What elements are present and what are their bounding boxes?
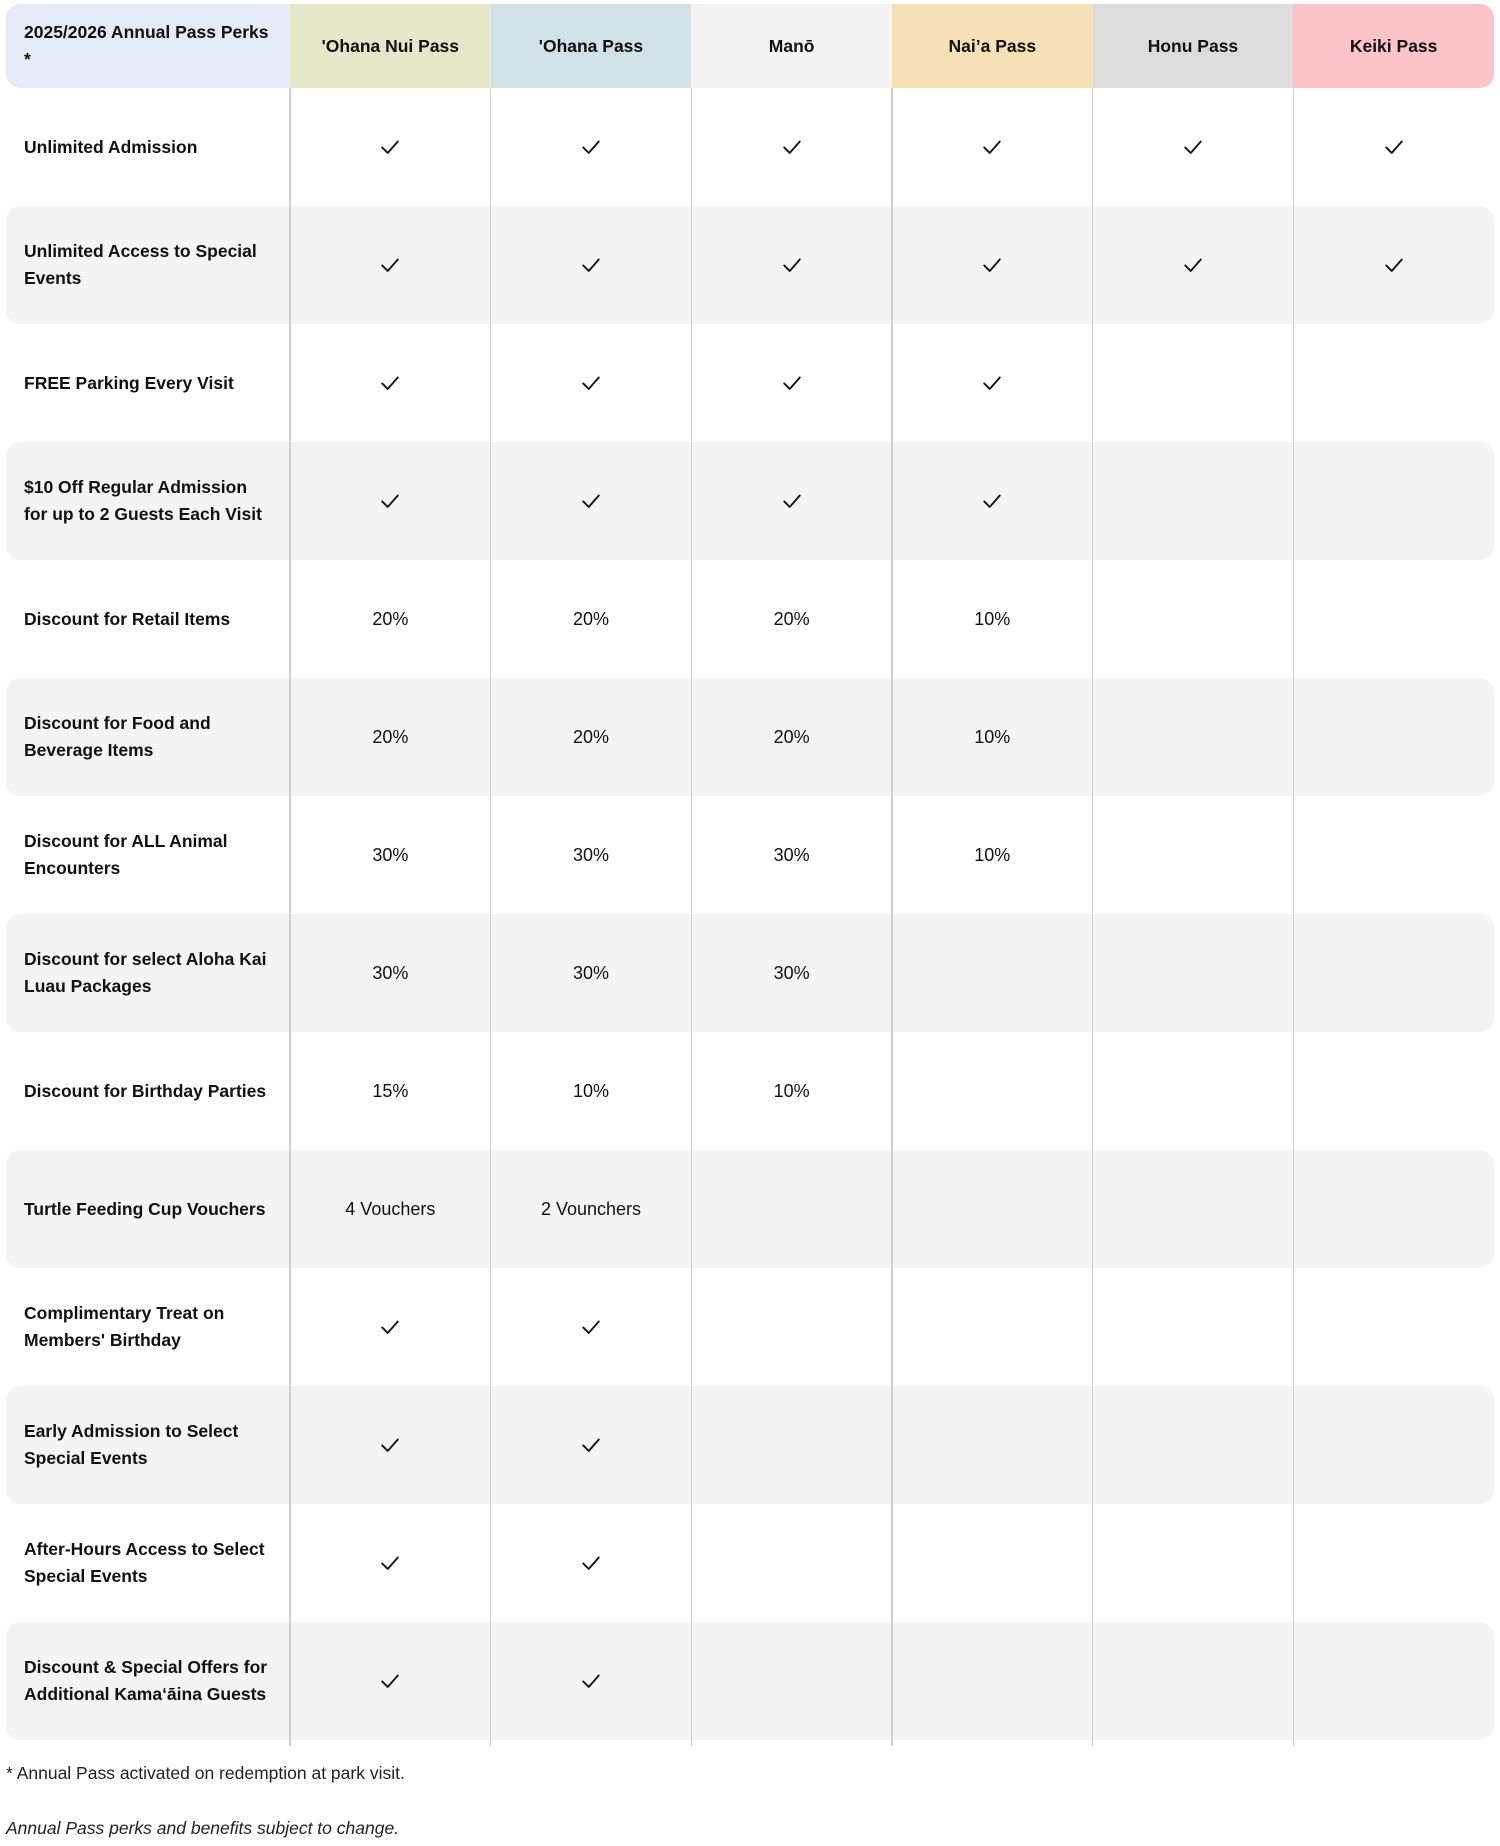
- check-icon: [781, 254, 803, 276]
- table-row: [6, 206, 1494, 324]
- perk-label: Discount for Food and Beverage Items: [6, 678, 290, 796]
- perk-cell-honu-pass: [1093, 1150, 1294, 1268]
- column-divider: [1293, 88, 1295, 1746]
- perk-cell-honu-pass: [1093, 560, 1294, 678]
- perk-cell-ohana-nui-pass: [290, 1268, 491, 1386]
- perk-value: 30%: [773, 962, 810, 983]
- header-honu-pass: Honu Pass: [1093, 4, 1294, 88]
- table-row: [6, 1032, 1494, 1150]
- perk-label: Discount for Retail Items: [24, 608, 231, 629]
- check-icon: [580, 254, 602, 276]
- perk-cell-nai-a-pass: [892, 1622, 1093, 1740]
- perk-cell-ohana-nui-pass: [290, 324, 491, 442]
- perk-cell-keiki-pass: [1293, 206, 1494, 324]
- perk-cell-nai-a-pass: [892, 560, 1093, 678]
- check-icon: [781, 136, 803, 158]
- perk-cell-man: [691, 560, 892, 678]
- perk-cell-keiki-pass: [1293, 324, 1494, 442]
- perk-label: After-Hours Access to Select Special Events: [24, 1539, 265, 1586]
- perk-cell-keiki-pass: [1293, 1622, 1494, 1740]
- check-icon: [379, 254, 401, 276]
- perk-value: 10%: [572, 1080, 609, 1101]
- header-nai-a-pass: Nai’a Pass: [892, 4, 1093, 88]
- perk-cell-keiki-pass: [1293, 914, 1494, 1032]
- perk-cell-honu-pass: [1093, 678, 1294, 796]
- check-icon: [379, 136, 401, 158]
- check-icon: [981, 136, 1003, 158]
- check-icon: [1383, 136, 1405, 158]
- perk-cell-man: [691, 914, 892, 1032]
- perk-cell-ohana-pass: [491, 796, 692, 914]
- header-perks-label: 2025/2026 Annual Pass Perks *: [6, 4, 290, 88]
- check-icon: [580, 1670, 602, 1692]
- check-icon: [379, 490, 401, 512]
- perk-cell-ohana-nui-pass: [290, 206, 491, 324]
- table-body: [6, 88, 1494, 1740]
- perk-value: 10%: [974, 608, 1011, 629]
- perk-cell-man: [691, 1386, 892, 1504]
- perk-label: Discount for ALL Animal Encounters: [24, 831, 228, 878]
- perk-cell-honu-pass: [1093, 796, 1294, 914]
- header-keiki-pass: Keiki Pass: [1293, 4, 1494, 88]
- column-divider: [691, 88, 693, 1746]
- table-header-row: [6, 4, 1494, 88]
- perk-cell-ohana-pass: [491, 560, 692, 678]
- perk-cell-man: [691, 678, 892, 796]
- perk-value: 30%: [572, 962, 609, 983]
- perk-cell-honu-pass: [1093, 914, 1294, 1032]
- table-row: [6, 914, 1494, 1032]
- perk-label: Discount & Special Offers for Additional Kama‘āina Guests: [6, 1622, 290, 1740]
- check-icon: [580, 1316, 602, 1338]
- perk-value: 20%: [773, 726, 810, 747]
- perk-value: 20%: [372, 608, 409, 629]
- perk-cell-ohana-nui-pass: [290, 914, 491, 1032]
- perk-cell-ohana-pass: [491, 324, 692, 442]
- perk-label: Unlimited Access to Special Events: [6, 206, 290, 324]
- check-icon: [379, 1316, 401, 1338]
- perk-cell-honu-pass: [1093, 1386, 1294, 1504]
- table-row: [6, 1386, 1494, 1504]
- footnote-disclaimer: Annual Pass perks and benefits subject to change.: [6, 1818, 400, 1838]
- perk-value: 20%: [773, 608, 810, 629]
- perk-cell-ohana-nui-pass: [290, 88, 491, 206]
- perk-cell-nai-a-pass: [892, 1268, 1093, 1386]
- column-divider: [490, 88, 492, 1746]
- perk-cell-ohana-pass: [491, 1622, 692, 1740]
- perk-cell-nai-a-pass: [892, 88, 1093, 206]
- perk-value: 15%: [372, 1080, 409, 1101]
- table-row: [6, 324, 1494, 442]
- perk-cell-honu-pass: [1093, 1622, 1294, 1740]
- perk-cell-nai-a-pass: [892, 1150, 1093, 1268]
- perk-cell-man: [691, 88, 892, 206]
- check-icon: [781, 372, 803, 394]
- check-icon: [580, 136, 602, 158]
- perk-cell-keiki-pass: [1293, 1268, 1494, 1386]
- perk-cell-keiki-pass: [1293, 442, 1494, 560]
- perk-cell-honu-pass: [1093, 442, 1294, 560]
- perk-value: 30%: [773, 844, 810, 865]
- header-ohana-nui-pass: 'Ohana Nui Pass: [290, 4, 491, 88]
- perk-cell-ohana-pass: [491, 914, 692, 1032]
- perk-value: 2 Vounchers: [540, 1198, 642, 1219]
- perk-cell-ohana-pass: [491, 442, 692, 560]
- perk-value: 30%: [572, 844, 609, 865]
- perk-label: $10 Off Regular Admission for up to 2 Guests Each Visit: [6, 442, 290, 560]
- check-icon: [981, 372, 1003, 394]
- perk-cell-man: [691, 1032, 892, 1150]
- perk-cell-keiki-pass: [1293, 1504, 1494, 1622]
- table-row: [6, 1268, 1494, 1386]
- perk-cell-man: [691, 324, 892, 442]
- perk-cell-keiki-pass: [1293, 1150, 1494, 1268]
- perk-value: 20%: [572, 726, 609, 747]
- perk-cell-nai-a-pass: [892, 1032, 1093, 1150]
- footnote-activation: * Annual Pass activated on redemption at park visit.: [6, 1763, 405, 1783]
- perk-cell-man: [691, 1268, 892, 1386]
- perk-cell-ohana-nui-pass: [290, 1386, 491, 1504]
- perk-cell-ohana-pass: [491, 1268, 692, 1386]
- perk-cell-nai-a-pass: [892, 206, 1093, 324]
- perk-cell-keiki-pass: [1293, 1386, 1494, 1504]
- perk-cell-ohana-nui-pass: [290, 1150, 491, 1268]
- perk-value: 10%: [974, 726, 1011, 747]
- perk-value: 10%: [974, 844, 1011, 865]
- perk-value: 30%: [372, 962, 409, 983]
- perk-cell-ohana-nui-pass: [290, 442, 491, 560]
- table-row: [6, 88, 1494, 206]
- perk-cell-nai-a-pass: [892, 796, 1093, 914]
- perk-value: 4 Vouchers: [345, 1198, 436, 1219]
- check-icon: [379, 1434, 401, 1456]
- perk-cell-honu-pass: [1093, 1504, 1294, 1622]
- table-row: [6, 1622, 1494, 1740]
- perk-cell-ohana-pass: [491, 678, 692, 796]
- perk-value: 10%: [773, 1080, 810, 1101]
- perk-cell-ohana-nui-pass: [290, 796, 491, 914]
- perk-cell-keiki-pass: [1293, 88, 1494, 206]
- perk-cell-ohana-nui-pass: [290, 560, 491, 678]
- check-icon: [1383, 254, 1405, 276]
- check-icon: [580, 490, 602, 512]
- perk-label: Discount for select Aloha Kai Luau Packages: [6, 914, 290, 1032]
- perk-cell-ohana-nui-pass: [290, 1032, 491, 1150]
- check-icon: [781, 490, 803, 512]
- perk-cell-keiki-pass: [1293, 1032, 1494, 1150]
- perk-label: Discount for Birthday Parties: [24, 1080, 267, 1101]
- table-row: [6, 560, 1494, 678]
- perk-label: Turtle Feeding Cup Vouchers: [6, 1150, 290, 1268]
- check-icon: [379, 1670, 401, 1692]
- perk-cell-nai-a-pass: [892, 442, 1093, 560]
- perk-cell-man: [691, 1504, 892, 1622]
- perk-cell-ohana-pass: [491, 1150, 692, 1268]
- perk-cell-nai-a-pass: [892, 678, 1093, 796]
- perk-value: 20%: [572, 608, 609, 629]
- perk-cell-ohana-pass: [491, 88, 692, 206]
- perk-cell-ohana-pass: [491, 206, 692, 324]
- column-divider: [891, 88, 893, 1746]
- perk-cell-man: [691, 796, 892, 914]
- perk-cell-honu-pass: [1093, 1032, 1294, 1150]
- perk-cell-man: [691, 1622, 892, 1740]
- check-icon: [580, 1434, 602, 1456]
- perk-value: 20%: [372, 726, 409, 747]
- perk-cell-nai-a-pass: [892, 1386, 1093, 1504]
- perk-cell-ohana-pass: [491, 1032, 692, 1150]
- check-icon: [580, 1552, 602, 1574]
- perk-cell-ohana-nui-pass: [290, 1622, 491, 1740]
- header-ohana-pass: 'Ohana Pass: [491, 4, 692, 88]
- table-row: [6, 678, 1494, 796]
- perk-label: FREE Parking Every Visit: [24, 372, 234, 393]
- check-icon: [580, 372, 602, 394]
- table-row: [6, 1150, 1494, 1268]
- table-row: [6, 1504, 1494, 1622]
- perk-cell-keiki-pass: [1293, 796, 1494, 914]
- perk-cell-man: [691, 206, 892, 324]
- perk-label: Complimentary Treat on Members' Birthday: [24, 1303, 225, 1350]
- column-divider: [1092, 88, 1094, 1746]
- check-icon: [379, 372, 401, 394]
- perk-cell-ohana-nui-pass: [290, 1504, 491, 1622]
- check-icon: [981, 254, 1003, 276]
- table-row: [6, 796, 1494, 914]
- perk-cell-man: [691, 1150, 892, 1268]
- check-icon: [1182, 254, 1204, 276]
- perk-cell-honu-pass: [1093, 1268, 1294, 1386]
- check-icon: [379, 1552, 401, 1574]
- perk-value: 30%: [372, 844, 409, 865]
- perk-cell-man: [691, 442, 892, 560]
- perk-cell-nai-a-pass: [892, 914, 1093, 1032]
- check-icon: [981, 490, 1003, 512]
- perk-cell-ohana-pass: [491, 1386, 692, 1504]
- perk-cell-honu-pass: [1093, 88, 1294, 206]
- table-row: [6, 442, 1494, 560]
- perk-cell-nai-a-pass: [892, 324, 1093, 442]
- header-man: Manō: [691, 4, 892, 88]
- perk-label: Unlimited Admission: [24, 136, 198, 157]
- perk-cell-ohana-pass: [491, 1504, 692, 1622]
- check-icon: [1182, 136, 1204, 158]
- column-divider: [289, 88, 291, 1746]
- perk-cell-nai-a-pass: [892, 1504, 1093, 1622]
- perk-cell-keiki-pass: [1293, 678, 1494, 796]
- perk-cell-honu-pass: [1093, 206, 1294, 324]
- annual-pass-perks-table: [6, 4, 1494, 1740]
- perk-cell-ohana-nui-pass: [290, 678, 491, 796]
- perk-label: Early Admission to Select Special Events: [6, 1386, 290, 1504]
- perk-cell-keiki-pass: [1293, 560, 1494, 678]
- perk-cell-honu-pass: [1093, 324, 1294, 442]
